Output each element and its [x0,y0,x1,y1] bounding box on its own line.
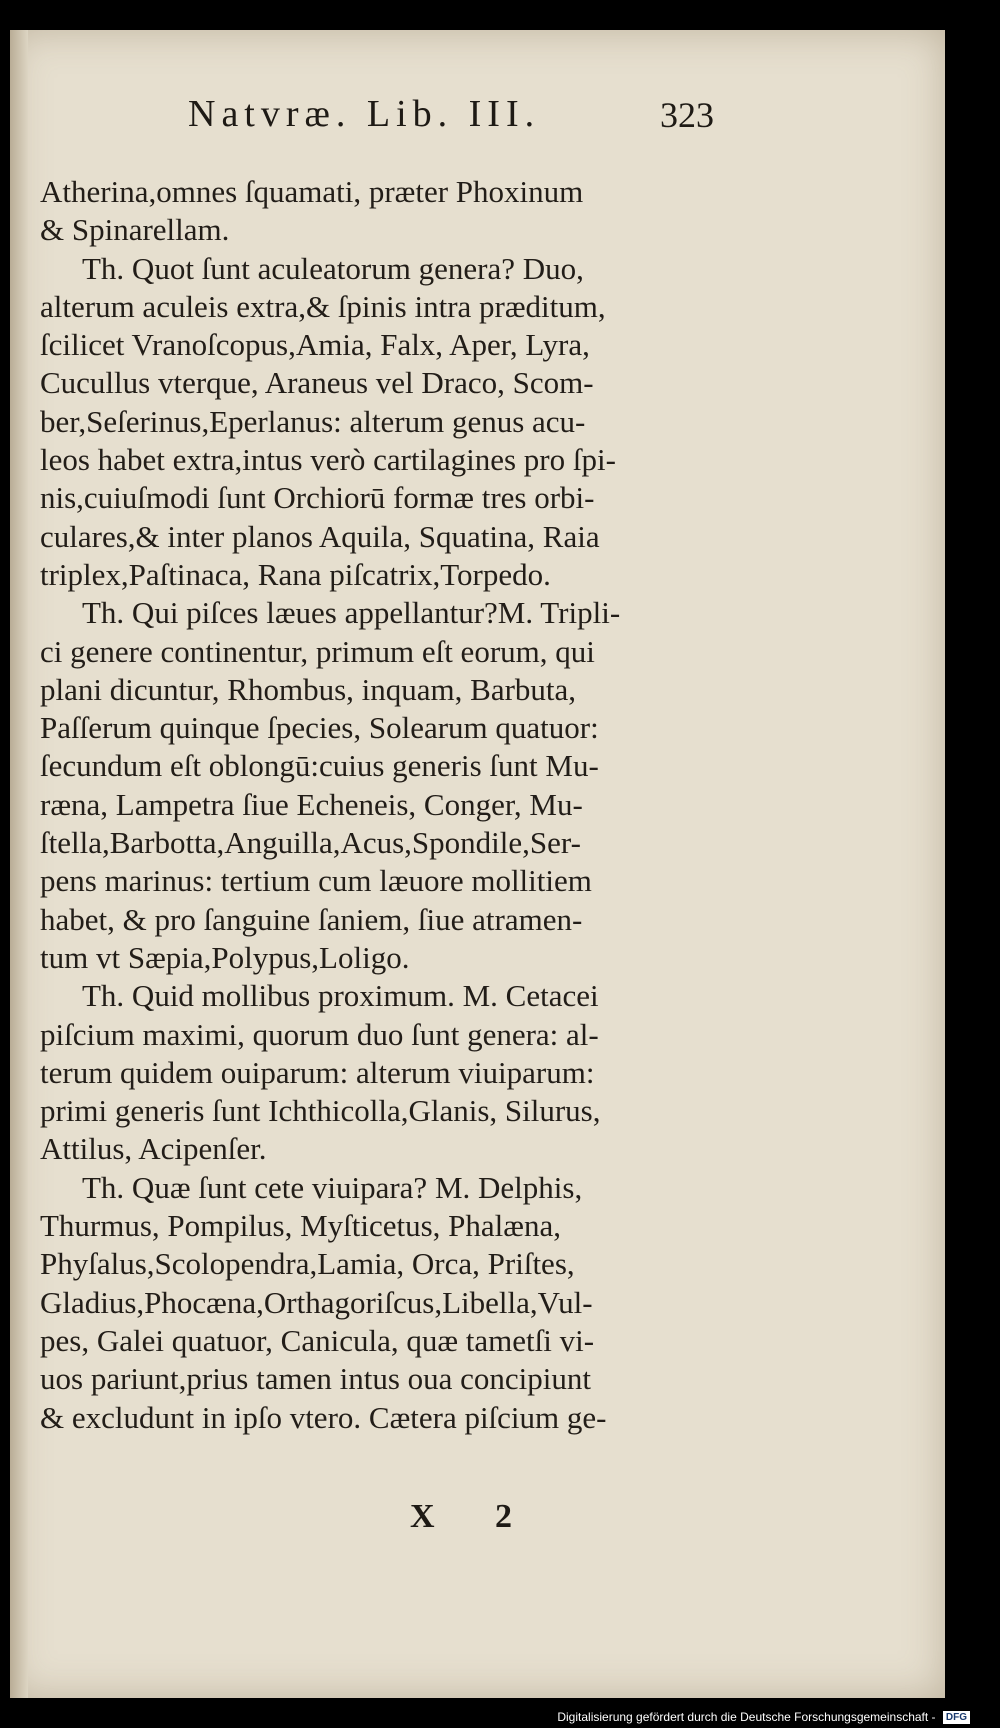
text-line: Th. Quid mollibus proximum. M. Cetacei [82,978,599,1014]
text-line: pens marinus: tertium cum læuore mollitiem [40,863,592,899]
body-text [40,173,720,1437]
text-line: culares,& inter planos Aquila, Squatina, Raia [40,518,600,554]
text-line: Th. Quæ ſunt cete viuipara? M. Delphis, [82,1169,583,1205]
text-line: Gladius,Phocæna,Orthagoriſcus,Libella,Vul- [40,1284,593,1320]
text-line: ræna, Lampetra ſiue Echeneis, Conger, Mu- [40,786,583,822]
digitization-credit [557,1710,970,1724]
text-line: primi generis ſunt Ichthicolla,Glanis, Silurus, [40,1093,601,1129]
text-line: ſtella,Barbotta,Anguilla,Acus,Spondile,Ser- [40,825,581,861]
text-line: Th. Quot ſunt aculeatorum genera? Duo, [82,250,584,286]
text-line: ſcilicet Vranoſcopus,Amia, Falx, Aper, Lyra, [40,327,590,363]
text-line: tum vt Sæpia,Polypus,Loligo. [40,939,410,975]
text-line: ſecundum eſt oblongū:cuius generis ſunt Mu- [40,748,599,784]
text-line: Thurmus, Pompilus, Myſticetus, Phalæna, [40,1208,561,1244]
text-line: & Spinarellam. [40,212,230,248]
running-head [10,92,945,142]
text-line: & excludunt in ipſo vtero. Cætera piſcium ge- [40,1399,607,1435]
text-line: Attilus, Acipenſer. [40,1131,267,1167]
text-line: alterum aculeis extra,& ſpinis intra præditum, [40,288,606,324]
text-line: uos pariunt,prius tamen intus oua concipiunt [40,1361,592,1397]
text-line: leos habet extra,intus verò cartilagines pro ſpi- [40,442,616,478]
text-line: Cucullus vterque, Araneus vel Draco, Scom- [40,365,594,401]
text-line: Th. Qui piſces læues appellantur?M. Tripli- [82,595,621,631]
text-line: pes, Galei quatuor, Canicula, quæ tametſi vi- [40,1322,595,1358]
text-line: plani dicuntur, Rhombus, inquam, Barbuta, [40,671,577,707]
page-gutter-edge [10,30,28,1698]
text-line: piſcium maximi, quorum duo ſunt genera: al- [40,1016,599,1052]
page-number: 323 [660,95,714,135]
text-line: ci genere continentur, primum eſt eorum, qui [40,633,595,669]
book-page [10,30,945,1698]
running-head-title: Natvræ. Lib. III. [188,93,541,135]
dfg-logo-icon: DFG [943,1711,970,1724]
text-line: Atherina,omnes ſquamati, præter Phoxinum [40,174,584,209]
text-line: habet, & pro ſanguine ſaniem, ſiue atramen- [40,901,583,937]
text-line: triplex,Paſtinaca, Rana piſcatrix,Torpedo. [40,556,551,592]
text-line: Paſſerum quinque ſpecies, Solearum quatuor: [40,710,599,746]
text-line: nis,cuiuſmodi ſunt Orchiorū formæ tres orbi- [40,480,595,516]
text-line: terum quidem ouiparum: alterum viuiparum: [40,1054,595,1090]
digitization-credit-text: Digitalisierung gefördert durch die Deutsche Forschungsgemeinschaft - [557,1709,936,1724]
text-line: Phyſalus,Scolopendra,Lamia, Orca, Priſtes, [40,1246,575,1282]
signature-mark: X 2 [410,1498,539,1535]
text-line: ber,Seſerinus,Eperlanus: alterum genus acu- [40,403,586,439]
